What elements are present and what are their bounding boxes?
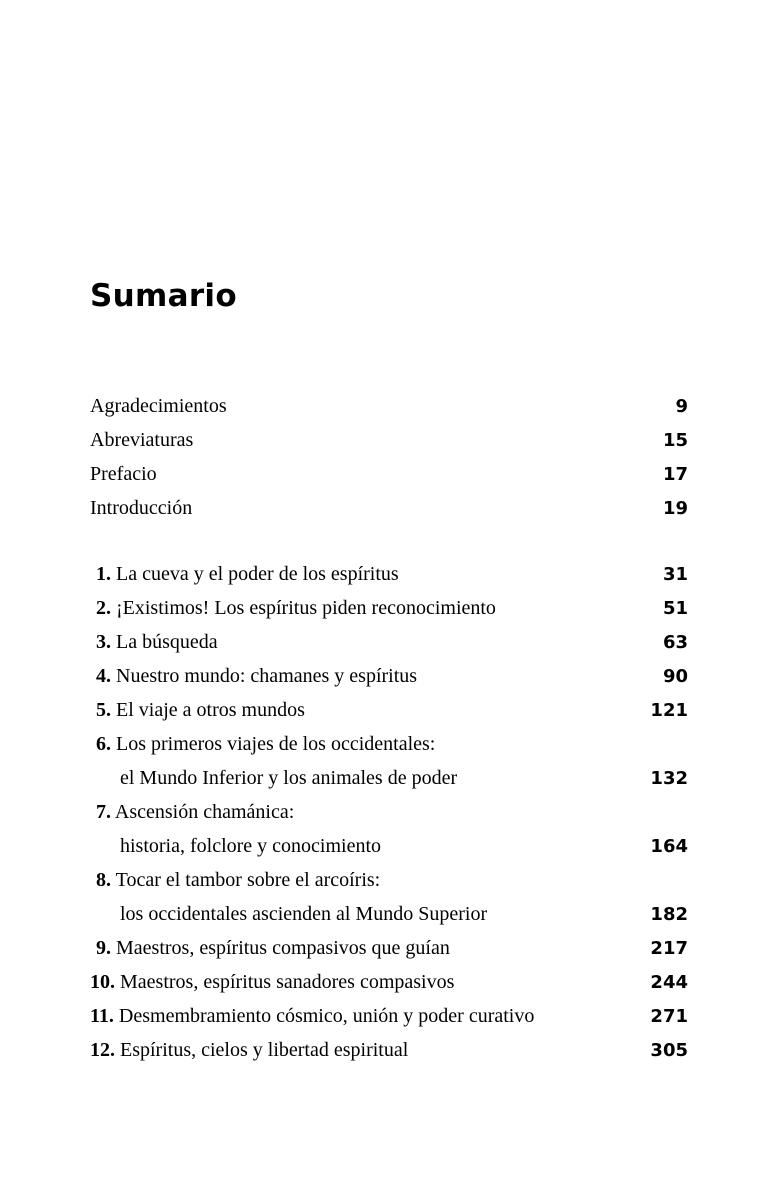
page-number: 182 xyxy=(650,904,688,925)
chapter-label xyxy=(96,699,305,722)
chapter-title: Tocar el tambor sobre el arcoíris: xyxy=(115,869,381,891)
page-number: 90 xyxy=(662,666,688,687)
page-number: 121 xyxy=(650,700,688,721)
page-number: 51 xyxy=(662,598,688,619)
chapter-label xyxy=(96,631,218,654)
chapter-number: 2. xyxy=(96,597,111,619)
chapter-label xyxy=(96,801,294,824)
page-number: 217 xyxy=(650,938,688,959)
chapter-number: 6. xyxy=(96,733,111,755)
chapter-entry xyxy=(90,625,688,659)
chapter-entry xyxy=(90,965,688,999)
chapter-entry xyxy=(90,659,688,693)
chapter-entry xyxy=(90,727,688,761)
chapter-entry xyxy=(90,795,688,829)
page-number: 271 xyxy=(650,1006,688,1027)
toc-entry xyxy=(90,389,688,423)
chapter-title-continued: el Mundo Inferior y los animales de poder xyxy=(120,767,458,789)
chapter-label xyxy=(90,1005,534,1028)
chapter-label xyxy=(96,937,450,960)
chapter-list xyxy=(90,557,688,1067)
chapter-title: Ascensión chamánica: xyxy=(114,801,295,823)
toc-entry xyxy=(90,491,688,525)
chapter-title: Maestros, espíritus sanadores compasivos xyxy=(120,971,455,993)
page-title: Sumario xyxy=(90,278,237,314)
page-number: 244 xyxy=(650,972,688,993)
chapter-label xyxy=(96,869,380,892)
chapter-number: 4. xyxy=(96,665,111,687)
chapter-entry xyxy=(90,931,688,965)
chapter-title: Los primeros viajes de los occidentales: xyxy=(116,733,436,755)
chapter-entry xyxy=(90,693,688,727)
toc-entry xyxy=(90,457,688,491)
page-number: 132 xyxy=(650,768,688,789)
chapter-number: 10. xyxy=(90,971,115,993)
chapter-entry xyxy=(90,999,688,1033)
page-number: 63 xyxy=(662,632,688,653)
front-matter-list xyxy=(90,389,688,525)
chapter-entry-continuation xyxy=(90,829,688,863)
chapter-title: El viaje a otros mundos xyxy=(116,699,305,721)
chapter-title: ¡Existimos! Los espíritus piden reconocimiento xyxy=(116,597,496,619)
chapter-label xyxy=(96,597,496,620)
entry-label: Abreviaturas xyxy=(90,429,194,451)
chapter-title-continued: historia, folclore y conocimiento xyxy=(120,835,382,857)
chapter-number: 1. xyxy=(96,563,111,585)
chapter-title: Nuestro mundo: chamanes y espíritus xyxy=(116,665,418,687)
chapter-number: 3. xyxy=(96,631,111,653)
page-number: 9 xyxy=(675,396,688,417)
chapter-entry-continuation xyxy=(90,761,688,795)
chapter-title: Maestros, espíritus compasivos que guían xyxy=(116,937,450,959)
page-number: 19 xyxy=(662,498,688,519)
page-number: 164 xyxy=(650,836,688,857)
chapter-label xyxy=(90,1039,408,1062)
chapter-number: 8. xyxy=(96,869,111,891)
entry-label: Prefacio xyxy=(90,463,157,485)
chapter-label xyxy=(96,563,399,586)
page-number: 17 xyxy=(662,464,688,485)
chapter-title: Desmembramiento cósmico, unión y poder curativo xyxy=(118,1005,535,1027)
chapter-label xyxy=(96,733,435,756)
chapter-entry-continuation xyxy=(90,897,688,931)
page-number: 31 xyxy=(662,564,688,585)
chapter-number: 11. xyxy=(90,1005,114,1027)
chapter-entry xyxy=(90,557,688,591)
entry-label: Introducción xyxy=(90,497,193,519)
chapter-number: 7. xyxy=(96,801,111,823)
page-number: 15 xyxy=(662,430,688,451)
chapter-number: 5. xyxy=(96,699,111,721)
chapter-title: La búsqueda xyxy=(116,631,218,653)
page-number: 305 xyxy=(650,1040,688,1061)
chapter-entry xyxy=(90,1033,688,1067)
chapter-entry xyxy=(90,863,688,897)
chapter-number: 12. xyxy=(90,1039,115,1061)
chapter-title: La cueva y el poder de los espíritus xyxy=(116,563,399,585)
chapter-label xyxy=(90,971,454,994)
chapter-entry xyxy=(90,591,688,625)
chapter-label xyxy=(96,665,417,688)
chapter-number: 9. xyxy=(96,937,111,959)
toc-entry xyxy=(90,423,688,457)
chapter-title-continued: los occidentales ascienden al Mundo Superior xyxy=(120,903,488,925)
chapter-title: Espíritus, cielos y libertad espiritual xyxy=(120,1039,409,1061)
entry-label: Agradecimientos xyxy=(90,395,227,417)
